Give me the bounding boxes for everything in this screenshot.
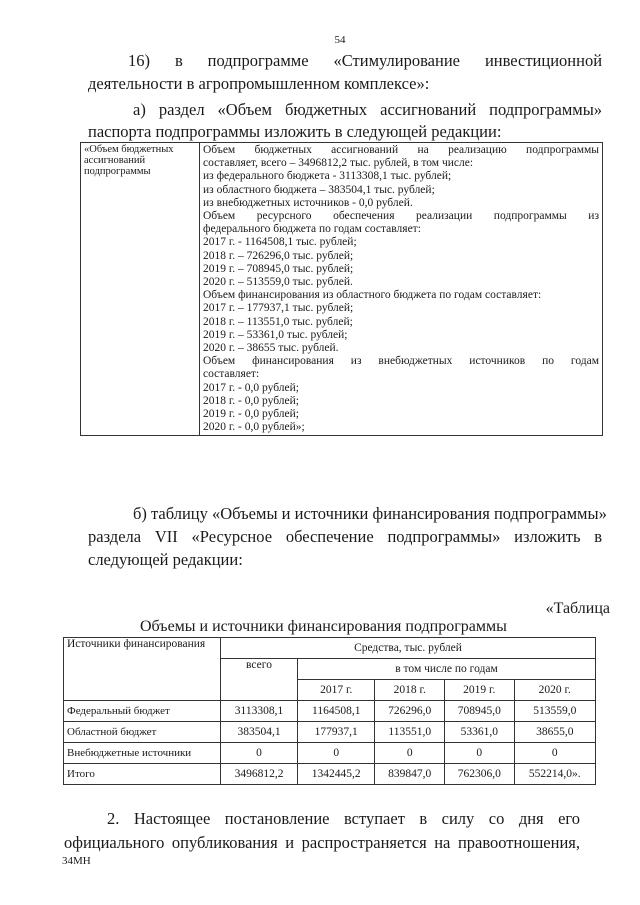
passport-line: Объем ресурсного обеспечения реализации подпрограммы из <box>203 210 599 223</box>
word: раздела <box>88 527 142 546</box>
item-a-line1 <box>133 99 602 121</box>
passport-line: 2018 г. – 726296,0 тыс. рублей; <box>203 249 354 262</box>
header-total: всего <box>221 659 298 701</box>
word: 2. <box>107 809 120 828</box>
passport-line: составляет: <box>203 368 260 381</box>
row-2020: 552214,0». <box>514 764 595 785</box>
passport-line: Объем финансирования из внебюджетных источников по годам <box>203 355 599 368</box>
passport-content <box>200 143 603 436</box>
header-source: Источники финансирования <box>64 638 221 701</box>
header-year-2019: 2019 г. <box>445 680 515 701</box>
word: подпрограмме <box>207 51 309 70</box>
item-b-line2 <box>88 526 602 548</box>
word: на <box>434 833 451 852</box>
table-row <box>64 764 596 785</box>
row-2017: 0 <box>298 743 375 764</box>
word: раздел <box>158 100 205 119</box>
passport-line: 2019 г. – 708945,0 тыс. рублей; <box>203 262 354 275</box>
word: подпрограммы» <box>387 527 501 546</box>
row-source: Федеральный бюджет <box>64 701 221 722</box>
passport-line: из федерального бюджета - 3113308,1 тыс. рублей; <box>203 170 452 183</box>
passport-line: 2017 г. - 0,0 рублей; <box>203 381 299 394</box>
word: изложить <box>514 527 581 546</box>
word: дня <box>518 809 544 828</box>
word: официального <box>64 833 165 852</box>
word: ассигнований <box>380 100 477 119</box>
passport-line: Объем бюджетных ассигнований на реализацию подпрограммы <box>203 144 599 156</box>
footer-code: 34МН <box>62 855 91 867</box>
header-year-2020: 2020 г. <box>514 680 595 701</box>
word: его <box>558 809 581 828</box>
header-year-2018: 2018 г. <box>375 680 445 701</box>
row-total: 0 <box>221 743 298 764</box>
row-total: 3496812,2 <box>221 764 298 785</box>
word: в <box>419 809 428 828</box>
word: VII <box>154 527 178 546</box>
row-total: 383504,1 <box>221 722 298 743</box>
word: подпрограммы» <box>489 100 603 119</box>
header-year-2017: 2017 г. <box>298 680 375 701</box>
word: Настоящее <box>133 809 211 828</box>
word: в <box>174 51 183 70</box>
header-incl: в том числе по годам <box>298 659 596 680</box>
item16-line1 <box>88 50 602 72</box>
row-2020: 513559,0 <box>514 701 595 722</box>
row-2019: 53361,0 <box>445 722 515 743</box>
passport-line: 2020 г. – 513559,0 тыс. рублей. <box>203 276 353 289</box>
passport-line: федерального бюджета по годам составляет: <box>203 223 421 236</box>
passport-line: 2018 г. – 113551,0 тыс. рублей; <box>203 315 353 328</box>
page-number: 54 <box>334 34 346 46</box>
word: правоотношения, <box>457 833 580 852</box>
word: постановление <box>224 809 330 828</box>
word: бюджетных <box>284 100 368 119</box>
row-2017: 1342445,2 <box>298 764 375 785</box>
row-2018: 839847,0 <box>375 764 445 785</box>
table-row <box>64 701 596 722</box>
passport-line: Объем финансирования из областного бюджета по годам составляет: <box>203 289 542 302</box>
table-title: Объемы и источники финансирования подпрограммы <box>140 618 507 635</box>
row-source: Областной бюджет <box>64 722 221 743</box>
table-row <box>64 722 596 743</box>
word: инвестиционной <box>484 51 603 70</box>
word: обеспечение <box>285 527 374 546</box>
table-caption: «Таблица <box>545 600 610 617</box>
word: распространяется <box>301 833 427 852</box>
word: в <box>594 527 603 546</box>
row-source: Итого <box>64 764 221 785</box>
row-2020: 0 <box>514 743 595 764</box>
passport-line: 2017 г. – 177937,1 тыс. рублей; <box>203 302 354 315</box>
passport-label: «Объем бюджетных ассигнований подпрограммы <box>81 143 200 436</box>
row-2019: 0 <box>445 743 515 764</box>
passport-line: из областного бюджета – 383504,1 тыс. рублей; <box>203 183 435 196</box>
financing-table <box>63 637 596 785</box>
row-total: 3113308,1 <box>221 701 298 722</box>
item2-line1 <box>107 808 580 830</box>
passport-line: 2020 г. – 38655 тыс. рублей. <box>203 342 339 355</box>
item-b-line1: б) таблицу «Объемы и источники финансирования подпрограммы» <box>133 504 607 523</box>
word: и <box>285 833 295 852</box>
row-2020: 38655,0 <box>514 722 595 743</box>
passport-table <box>80 142 603 436</box>
item2-line2 <box>64 832 580 854</box>
word: силу <box>441 809 475 828</box>
passport-line: 2020 г. - 0,0 рублей»; <box>203 421 305 434</box>
item16-line2: деятельности в агропромышленном комплексе»: <box>88 74 430 93</box>
row-2019: 708945,0 <box>445 701 515 722</box>
passport-line: 2019 г. - 0,0 рублей; <box>203 408 299 421</box>
word: «Объем <box>217 100 272 119</box>
passport-line: составляет, всего – 3496812,2 тыс. рублей, в том числе: <box>203 157 474 170</box>
item-a-line2: паспорта подпрограммы изложить в следующей редакции: <box>88 122 502 141</box>
word: вступает <box>343 809 405 828</box>
item16-number: 16) <box>128 51 150 70</box>
word: а) <box>133 100 146 119</box>
row-2018: 0 <box>375 743 445 764</box>
word: со <box>488 809 505 828</box>
row-2019: 762306,0 <box>445 764 515 785</box>
row-source: Внебюджетные источники <box>64 743 221 764</box>
passport-line: 2018 г. - 0,0 рублей; <box>203 394 299 407</box>
word: «Ресурсное <box>191 527 273 546</box>
passport-line: из внебюджетных источников - 0,0 рублей. <box>203 196 413 209</box>
word: опубликования <box>171 833 278 852</box>
row-2017: 1164508,1 <box>298 701 375 722</box>
item-b-line3: следующей редакции: <box>88 550 243 569</box>
row-2018: 726296,0 <box>375 701 445 722</box>
row-2018: 113551,0 <box>375 722 445 743</box>
word: «Стимулирование <box>333 51 460 70</box>
header-funds: Средства, тыс. рублей <box>221 638 596 659</box>
passport-line: 2019 г. – 53361,0 тыс. рублей; <box>203 328 348 341</box>
passport-line: 2017 г. - 1164508,1 тыс. рублей; <box>203 236 357 249</box>
table-row <box>64 743 596 764</box>
row-2017: 177937,1 <box>298 722 375 743</box>
